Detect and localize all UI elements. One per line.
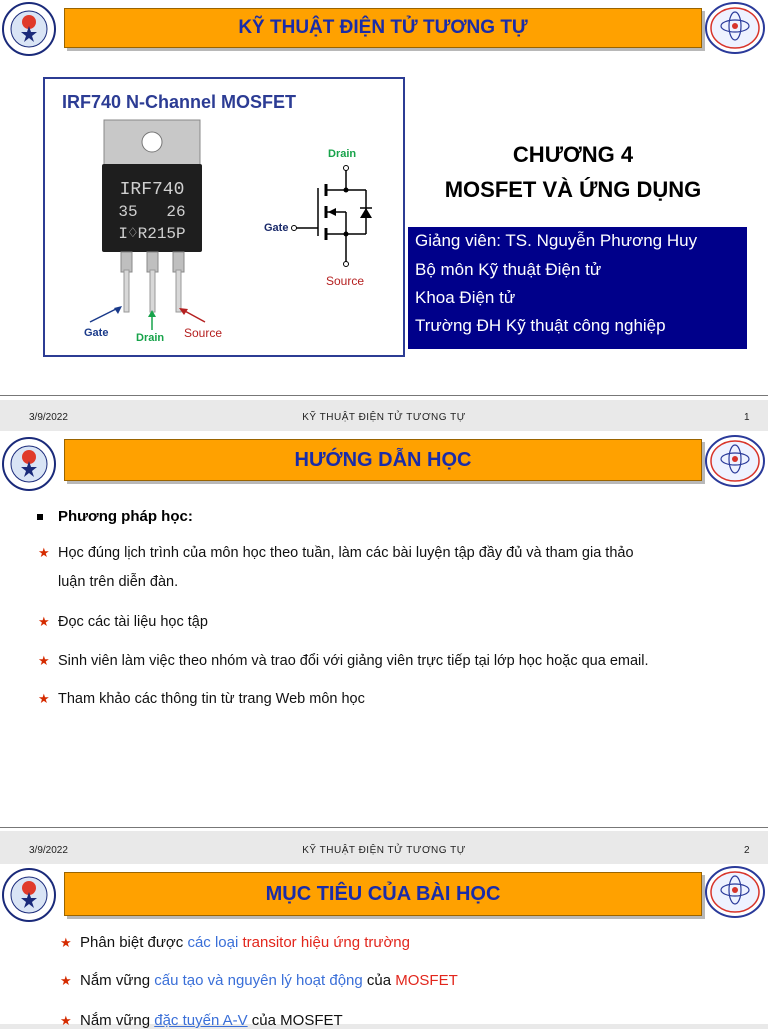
star-bullet-icon: ★ bbox=[38, 614, 50, 629]
mosfet-package-image bbox=[90, 120, 220, 325]
chapter-number: CHƯƠNG 4 bbox=[512, 142, 634, 167]
symbol-label-drain: Drain bbox=[328, 148, 357, 160]
text-plain: Nắm vững bbox=[80, 972, 155, 989]
university-seal-logo bbox=[2, 868, 56, 922]
footer-page-number: 2 bbox=[744, 845, 750, 856]
chip-marking-2: 35 26 bbox=[118, 203, 186, 221]
chip-marking-3: I♢R215P bbox=[118, 225, 186, 243]
pin-label-gate: Gate bbox=[84, 327, 109, 339]
university-seal-logo bbox=[2, 437, 56, 491]
star-bullet-icon: ★ bbox=[60, 935, 72, 950]
info-department: Bộ môn Kỹ thuật Điện tử bbox=[415, 260, 602, 279]
footer-title: KỸ THUẬT ĐIỆN TỬ TƯƠNG TỰ bbox=[302, 412, 466, 423]
text-plain: của MOSFET bbox=[247, 1012, 343, 1029]
text-highlight-blue: đặc tuyến A-V bbox=[154, 1012, 248, 1029]
text-plain: Phân biệt được bbox=[80, 934, 188, 951]
footer-date: 3/9/2022 bbox=[29, 412, 68, 423]
slide-2 bbox=[0, 431, 768, 856]
objective-1 bbox=[80, 934, 410, 951]
slide-1 bbox=[0, 0, 768, 423]
star-bullet-icon: ★ bbox=[60, 973, 72, 988]
pin-label-source: Source bbox=[184, 326, 223, 340]
star-bullet-icon: ★ bbox=[38, 653, 50, 668]
star-bullet-icon: ★ bbox=[38, 545, 50, 560]
info-university: Trường ĐH Kỹ thuật công nghiệp bbox=[415, 316, 666, 335]
square-bullet-icon bbox=[37, 514, 43, 520]
slide-header: MỤC TIÊU CỦA BÀI HỌC bbox=[64, 872, 702, 916]
footer-title: KỸ THUẬT ĐIỆN TỬ TƯƠNG TỰ bbox=[302, 845, 466, 856]
symbol-label-gate: Gate bbox=[264, 222, 289, 234]
text-plain: Nắm vững bbox=[80, 1012, 155, 1029]
text-highlight-blue: các loại bbox=[187, 934, 243, 951]
footer-page-number: 1 bbox=[744, 412, 750, 423]
chapter-title: MOSFET VÀ ỨNG DỤNG bbox=[444, 177, 702, 202]
university-seal-logo bbox=[2, 2, 56, 56]
faculty-electronics-seal-logo bbox=[705, 435, 765, 487]
slide-3 bbox=[0, 864, 768, 1029]
text-highlight-red: transitor hiệu ứng trường bbox=[242, 934, 410, 951]
text-highlight-blue: cấu tạo và nguyên lý hoạt động bbox=[154, 972, 363, 989]
footer-divider bbox=[0, 827, 768, 828]
star-bullet-icon: ★ bbox=[38, 691, 50, 706]
bullet-text-cont: luận trên diễn đàn. bbox=[58, 574, 179, 590]
chip-marking-1: IRF740 bbox=[119, 180, 185, 200]
info-lecturer: Giảng viên: TS. Nguyễn Phương Huy bbox=[415, 231, 698, 250]
lecturer-info-box bbox=[408, 227, 747, 349]
mosfet-symbol-icon bbox=[290, 160, 380, 270]
symbol-label-source: Source bbox=[326, 274, 365, 288]
slide-header: HƯỚNG DẪN HỌC bbox=[64, 439, 702, 481]
objective-3 bbox=[80, 1012, 343, 1029]
faculty-electronics-seal-logo bbox=[705, 866, 765, 918]
mosfet-image-title: IRF740 N-Channel MOSFET bbox=[62, 92, 297, 112]
method-heading: Phương pháp học: bbox=[58, 508, 193, 525]
faculty-electronics-seal-logo bbox=[705, 2, 765, 54]
footer-divider bbox=[0, 395, 768, 396]
footer-date: 3/9/2022 bbox=[29, 845, 68, 856]
slide-header: KỸ THUẬT ĐIỆN TỬ TƯƠNG TỰ bbox=[64, 8, 702, 48]
bullet-text: Tham khảo các thông tin từ trang Web môn học bbox=[58, 691, 365, 707]
text-highlight-red: MOSFET bbox=[395, 972, 458, 989]
text-plain: của bbox=[362, 972, 396, 989]
bullet-text: Đọc các tài liệu học tập bbox=[58, 614, 208, 630]
pin-label-drain: Drain bbox=[136, 332, 165, 344]
star-bullet-icon: ★ bbox=[60, 1013, 72, 1028]
bullet-text: Sinh viên làm việc theo nhóm và trao đổi với giảng viên trực tiếp tại lớp học hoặc qua email. bbox=[58, 653, 649, 669]
bullet-text: Học đúng lịch trình của môn học theo tuần, làm các bài luyện tập đầy đủ và tham gia thảo bbox=[58, 545, 634, 561]
objective-2 bbox=[80, 972, 458, 989]
info-faculty: Khoa Điện tử bbox=[415, 288, 516, 307]
